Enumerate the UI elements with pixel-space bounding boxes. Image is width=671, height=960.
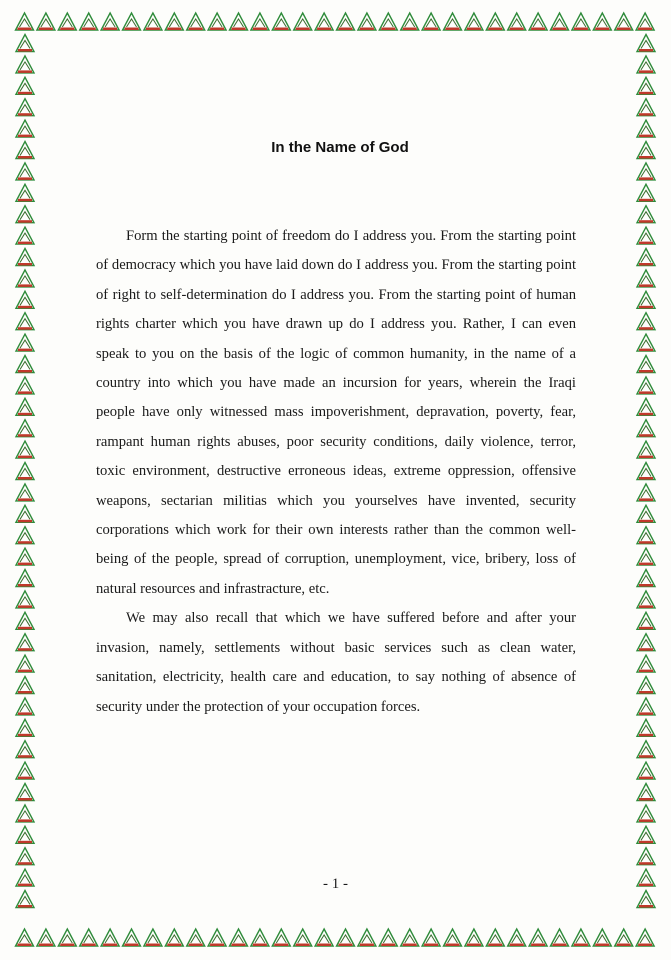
border-motif-icon [14,32,36,926]
decorative-border-bottom [14,926,657,948]
paragraph: Form the starting point of freedom do I address you. From the starting point of democracy which you have laid down do I address you. From the starting point of right to self-determination do I address you. From the starting point of human rights charter which you have drawn up do I address you. Rather, I can even speak to you on the basis of the logic of common humanity, in the name of a country into which you have made an incursion for years, wherein the Iraqi people have only witnessed mass impoverishment, depravation, poverty, fear, rampant human rights abuses, poor security conditions, daily violence, terror, toxic environment, destructive erroneous ideas, extreme oppression, offensive weapons, sectarian militias which you yourselves have invented, security corporations which work for their own interests rather than the common well-being of the people, spread of corruption, unemployment, vice, bribery, loss of natural resources and infrastracture, etc. [96,228,576,597]
decorative-border-left [14,32,36,926]
paragraph: We may also recall that which we have suffered before and after your invasion, namely, settlements without basic services such as clean water, sanitation, electricity, health care and education, to say nothing of absence of security under the protection of your occupation forces. [96,610,576,715]
border-motif-icon [14,10,657,32]
document-text [96,222,576,722]
border-motif-icon [14,926,657,948]
decorative-border-top [14,10,657,32]
border-motif-icon [635,32,657,926]
decorative-border-right [635,32,657,926]
page-number: - 1 - [323,876,348,892]
document-title: In the Name of God [271,139,409,156]
